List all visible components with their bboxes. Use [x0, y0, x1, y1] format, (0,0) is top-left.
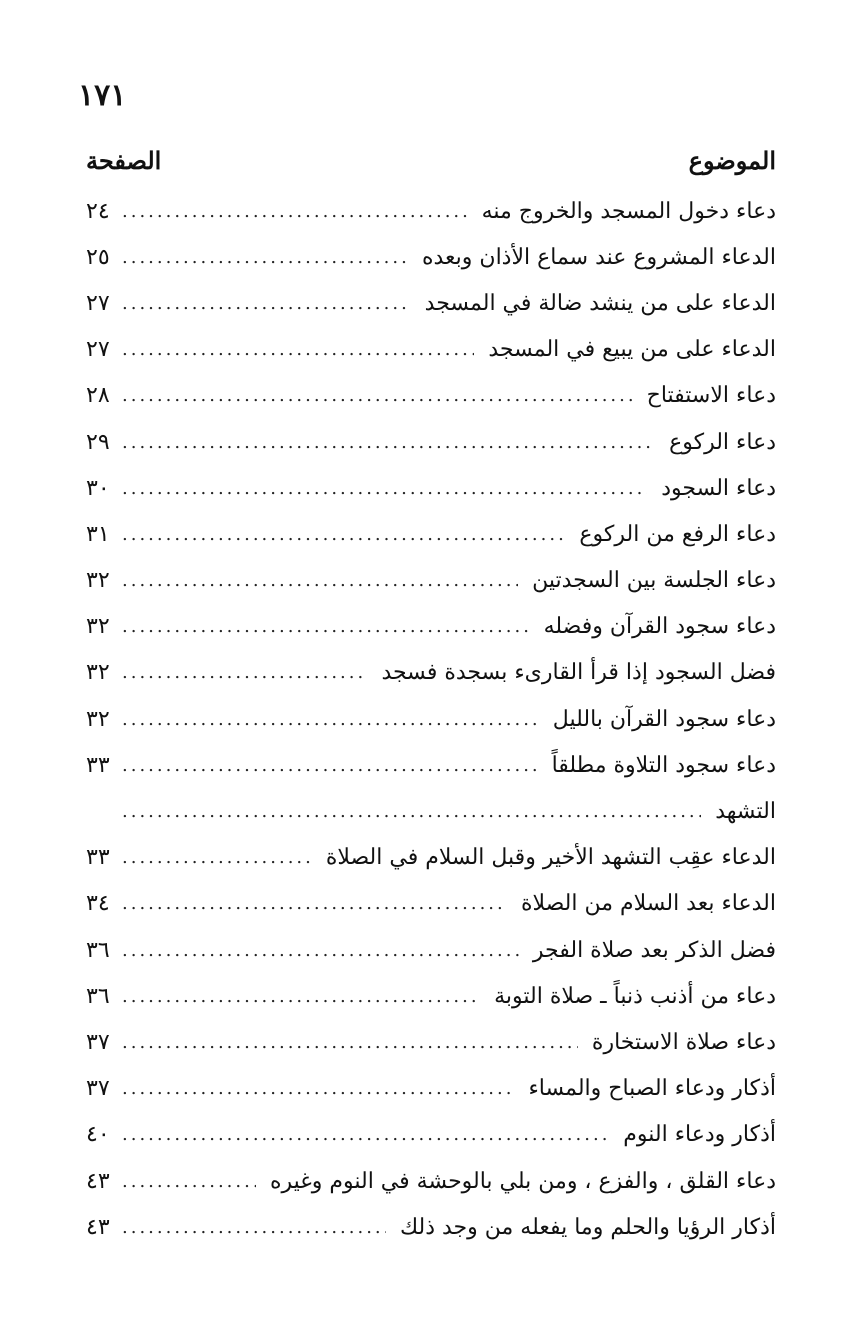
toc-entry	[86, 280, 776, 326]
toc-entry-title: الدعاء على من يبيع في المسجد	[488, 337, 776, 363]
toc-entry-page: ٣٦	[86, 983, 110, 1009]
dot-leader	[122, 524, 565, 545]
dot-leader	[122, 432, 655, 453]
toc-entry-title: دعاء سجود القرآن بالليل	[552, 706, 776, 732]
toc-entry-page: ٣٧	[86, 1029, 110, 1055]
toc-entry-page: ٣٢	[86, 568, 110, 594]
toc-entry	[86, 465, 776, 511]
toc-entry-title: دعاء صلاة الاستخارة	[591, 1029, 776, 1055]
toc-entry-title: الدعاء عقِب التشهد الأخير وقبل السلام في الصلاة	[325, 845, 776, 871]
dot-leader	[122, 616, 530, 637]
toc-entry	[86, 742, 776, 788]
toc-entry-page: ٢٧	[86, 290, 110, 316]
toc-entry	[86, 788, 776, 834]
dot-leader	[122, 339, 474, 360]
toc-entry	[86, 927, 776, 973]
toc-entry	[86, 650, 776, 696]
toc-entry-page: ٢٧	[86, 337, 110, 363]
toc-entry	[86, 188, 776, 234]
toc-entry-title: الدعاء على من ينشد ضالة في المسجد	[424, 290, 776, 316]
dot-leader	[122, 1171, 256, 1192]
dot-leader	[122, 940, 519, 961]
toc-entry-title: أذكار الرؤيا والحلم وما يفعله من وجد ذلك	[399, 1214, 776, 1240]
dot-leader	[122, 709, 539, 730]
toc-entry-title: فضل السجود إذا قرأ القارىء بسجدة فسجد	[381, 660, 776, 686]
dot-leader	[122, 755, 538, 776]
toc-entry-title: دعاء السجود	[661, 475, 776, 501]
toc-entry-page: ٤٠	[86, 1122, 110, 1148]
toc-entry-page: ٢٥	[86, 244, 110, 270]
dot-leader	[122, 1032, 578, 1053]
toc-entry-page: ٣٢	[86, 706, 110, 732]
dot-leader	[122, 801, 701, 822]
toc-entry	[86, 1204, 776, 1250]
toc-entry	[86, 1066, 776, 1112]
toc-entry-page: ٣٧	[86, 1076, 110, 1102]
dot-leader	[122, 1124, 609, 1145]
dot-leader	[122, 201, 468, 222]
dot-leader	[122, 247, 408, 268]
toc-header	[86, 140, 776, 180]
toc-entry-page: ٣٣	[86, 752, 110, 778]
toc-entry-title: دعاء من أذنب ذنباً ـ صلاة التوبة	[494, 983, 776, 1009]
toc-entry-title: التشهد	[715, 799, 776, 825]
dot-leader	[122, 385, 633, 406]
toc-entry-title: أذكار ودعاء الصباح والمساء	[528, 1076, 776, 1102]
page-column-heading: الصفحة	[86, 145, 162, 175]
dot-leader	[122, 662, 367, 683]
page-number: ١٧١	[78, 78, 127, 113]
toc-entry-page: ٣٤	[86, 891, 110, 917]
toc-entry-title: دعاء الركوع	[669, 429, 776, 455]
toc-entry	[86, 604, 776, 650]
toc-entry	[86, 234, 776, 280]
toc-entry-page: ٢٩	[86, 429, 110, 455]
toc-entry	[86, 419, 776, 465]
toc-entry-title: دعاء الاستفتاح	[646, 383, 776, 409]
toc-entry	[86, 327, 776, 373]
toc-entry-page: ٣٣	[86, 845, 110, 871]
table-of-contents	[86, 188, 776, 1250]
toc-entry-title: دعاء سجود القرآن وفضله	[543, 614, 776, 640]
toc-entry-title: دعاء سجود التلاوة مطلقاً	[551, 752, 776, 778]
toc-entry-page: ٤٣	[86, 1168, 110, 1194]
toc-entry-page: ٣٦	[86, 937, 110, 963]
toc-entry-page: ٢٤	[86, 198, 110, 224]
toc-entry-page: ٣٠	[86, 475, 110, 501]
toc-entry-title: الدعاء المشروع عند سماع الأذان وبعده	[421, 244, 776, 270]
dot-leader	[122, 570, 518, 591]
toc-entry	[86, 973, 776, 1019]
toc-entry-title: الدعاء بعد السلام من الصلاة	[520, 891, 776, 917]
toc-entry	[86, 373, 776, 419]
dot-leader	[122, 293, 411, 314]
toc-entry	[86, 1112, 776, 1158]
toc-entry-page: ٤٣	[86, 1214, 110, 1240]
dot-leader	[122, 847, 312, 868]
toc-entry-title: دعاء القلق ، والفزع ، ومن بلي بالوحشة في النوم وغيره	[269, 1168, 776, 1194]
toc-entry	[86, 1158, 776, 1204]
toc-entry	[86, 558, 776, 604]
dot-leader	[122, 1217, 386, 1238]
toc-entry-page: ٢٨	[86, 383, 110, 409]
toc-entry-page: ٣٢	[86, 614, 110, 640]
dot-leader	[122, 478, 647, 499]
toc-entry	[86, 881, 776, 927]
dot-leader	[122, 893, 507, 914]
topic-column-heading: الموضوع	[688, 145, 776, 175]
toc-entry-title: دعاء دخول المسجد والخروج منه	[481, 198, 776, 224]
toc-entry-title: أذكار ودعاء النوم	[623, 1122, 776, 1148]
toc-entry-page: ٣١	[86, 521, 110, 547]
toc-entry-page: ٣٢	[86, 660, 110, 686]
toc-entry	[86, 835, 776, 881]
toc-entry	[86, 696, 776, 742]
dot-leader	[122, 1078, 514, 1099]
toc-entry-title: فضل الذكر بعد صلاة الفجر	[532, 937, 776, 963]
toc-entry-title: دعاء الجلسة بين السجدتين	[532, 568, 776, 594]
dot-leader	[122, 986, 480, 1007]
toc-entry	[86, 511, 776, 557]
toc-entry-title: دعاء الرفع من الركوع	[579, 521, 776, 547]
toc-entry	[86, 1019, 776, 1065]
